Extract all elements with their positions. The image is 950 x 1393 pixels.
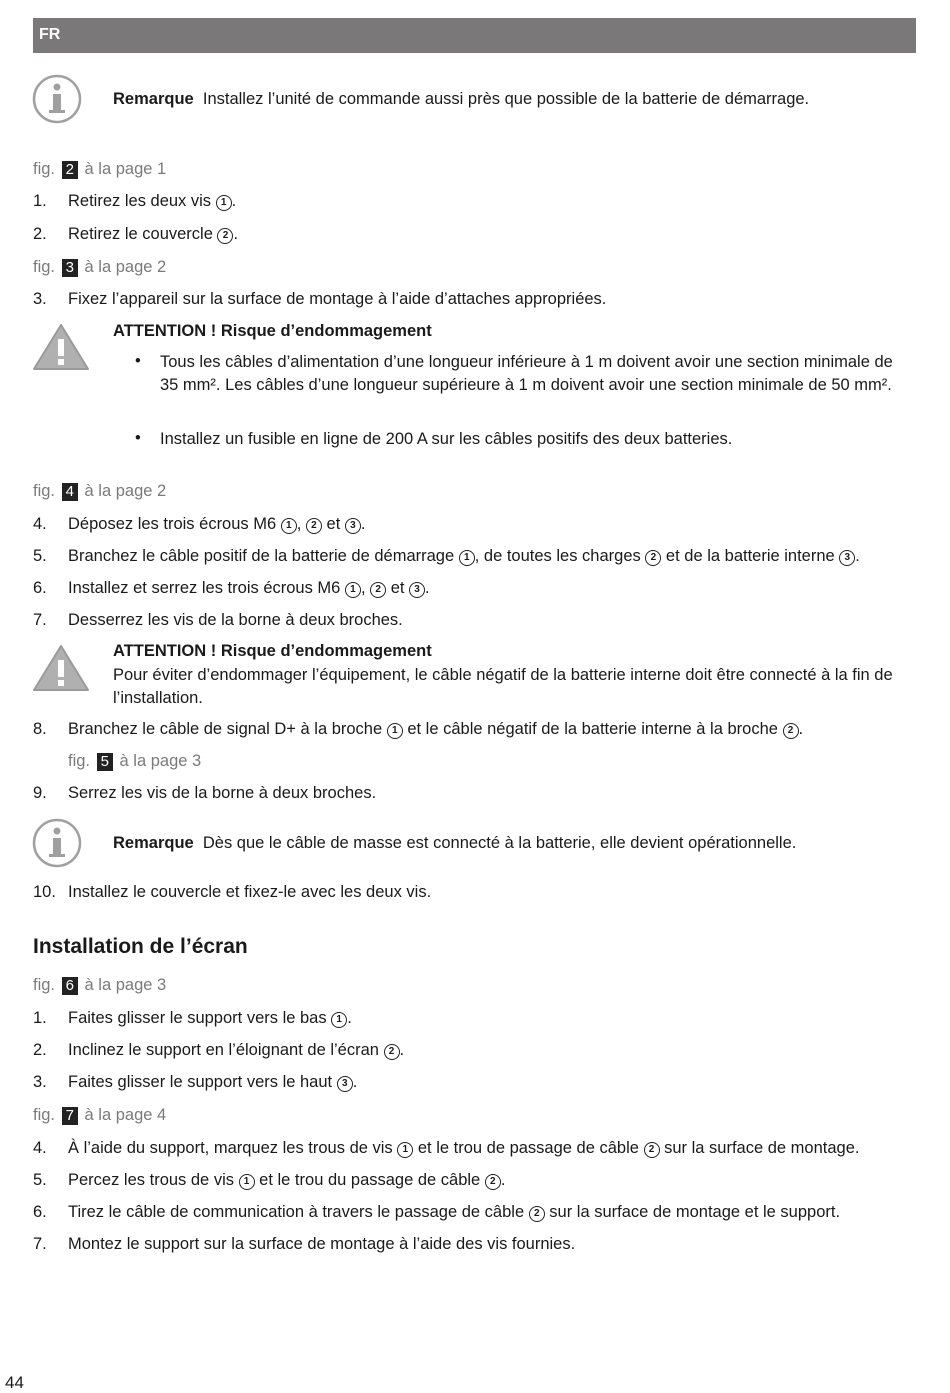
step-number: 5. [33, 547, 47, 565]
callout-number: 2 [384, 1044, 400, 1060]
figure-reference: fig. 3 à la page 2 [33, 258, 167, 276]
step-number: 9. [33, 784, 47, 802]
figure-reference: fig. 6 à la page 3 [33, 976, 167, 994]
step-text: Serrez les vis de la borne à deux broches. [68, 784, 377, 802]
step-text: Percez les trous de vis 1 et le trou du passage de câble 2 . [68, 1171, 506, 1189]
step-text: À l’aide du support, marquez les trous de vis 1 et le trou de passage de câble 2 sur la surface de montage. [68, 1139, 860, 1157]
page-number: 44 [5, 1373, 24, 1392]
callout-number: 2 [217, 228, 233, 244]
fig-prefix: fig. [33, 160, 56, 178]
step-text: Fixez l’appareil sur la surface de montage à l’aide d’attaches appropriées. [68, 290, 607, 308]
bullet: • [135, 429, 141, 447]
callout-number: 3 [345, 518, 361, 534]
note-remarque [113, 88, 908, 111]
figure-reference: fig. 4 à la page 2 [33, 482, 167, 500]
callout-number: 1 [345, 582, 361, 598]
step-number: 6. [33, 1203, 47, 1221]
language-label: FR [39, 26, 61, 43]
warning-bullet-text: Tous les câbles d’alimentation d’une longueur inférieure à 1 m doivent avoir une section minimale de 35 mm². Les câbles d’une longueur supérieure à 1 m doivent avoir une section minimale de 50 mm². [160, 353, 893, 394]
callout-number: 3 [409, 582, 425, 598]
language-header-bar [33, 18, 916, 53]
fig-number-badge: 7 [62, 1107, 78, 1125]
warning-title: ATTENTION ! Risque d’endommagement [113, 322, 432, 340]
step-text: Faites glisser le support vers le bas 1 . [68, 1009, 352, 1027]
callout-number: 1 [281, 518, 297, 534]
step-text: Branchez le câble positif de la batterie de démarrage 1 , de toutes les charges 2 et de la batterie interne 3 . [68, 547, 860, 565]
step-number: 7. [33, 611, 47, 629]
step-number: 7. [33, 1235, 47, 1253]
step-number: 10. [33, 883, 56, 901]
step-text: Faites glisser le support vers le haut 3 . [68, 1073, 358, 1091]
section-heading: Installation de l’écran [33, 935, 248, 958]
step-number: 4. [33, 1139, 47, 1157]
step-text: Branchez le câble de signal D+ à la broche 1 et le câble négatif de la batterie interne à la broche 2 . [68, 720, 804, 738]
info-icon [32, 74, 82, 124]
fig-number-badge: 3 [62, 259, 78, 277]
step-text: Installez et serrez les trois écrous M6 1 , 2 et 3 . [68, 579, 430, 597]
callout-number: 1 [216, 195, 232, 211]
step-text: Inclinez le support en l’éloignant de l’écran 2 . [68, 1041, 405, 1059]
callout-number: 2 [485, 1174, 501, 1190]
bullet: • [135, 352, 141, 370]
step-number: 1. [33, 192, 47, 210]
callout-number: 3 [839, 550, 855, 566]
fig-page: à la page 1 [84, 160, 167, 178]
step-number: 2. [33, 1041, 47, 1059]
callout-number: 1 [387, 723, 403, 739]
note-label: Remarque [113, 90, 194, 108]
figure-reference: fig. 5 à la page 3 [68, 752, 202, 770]
step-number: 3. [33, 290, 47, 308]
warning-title: ATTENTION ! Risque d’endommagement [113, 642, 432, 660]
note-remarque [113, 832, 908, 855]
callout-number: 2 [529, 1206, 545, 1222]
callout-number: 2 [306, 518, 322, 534]
figure-reference: fig. 7 à la page 4 [33, 1106, 167, 1124]
step-number: 8. [33, 720, 47, 738]
fig-number-badge: 4 [62, 483, 78, 501]
callout-number: 1 [331, 1012, 347, 1028]
note-label: Remarque [113, 834, 194, 852]
note-text: Dès que le câble de masse est connecté à la batterie, elle devient opérationnelle. [202, 834, 797, 852]
warning-bullet-text: Installez un fusible en ligne de 200 A sur les câbles positifs des deux batteries. [160, 430, 733, 448]
callout-number: 1 [459, 550, 475, 566]
fig-number-badge: 6 [62, 977, 78, 995]
callout-number: 1 [239, 1174, 255, 1190]
info-icon [32, 818, 82, 868]
warning-icon [32, 643, 90, 693]
step-text: Installez le couvercle et fixez-le avec les deux vis. [68, 883, 432, 901]
callout-number: 2 [644, 1142, 660, 1158]
figure-reference [33, 160, 166, 179]
step-text: Déposez les trois écrous M6 1 , 2 et 3 . [68, 515, 366, 533]
callout-number: 2 [783, 723, 799, 739]
callout-number: 1 [397, 1142, 413, 1158]
step-number: 1. [33, 1009, 47, 1027]
step-text: Retirez les deux vis 1 . [68, 192, 237, 210]
step-text: Tirez le câble de communication à travers le passage de câble 2 sur la surface de montage et le support. [68, 1203, 841, 1221]
step-number: 5. [33, 1171, 47, 1189]
warning-icon [32, 322, 90, 372]
step-number: 6. [33, 579, 47, 597]
callout-number: 3 [337, 1076, 353, 1092]
step-text: Montez le support sur la surface de montage à l’aide des vis fournies. [68, 1235, 576, 1253]
step-text: Desserrez les vis de la borne à deux broches. [68, 611, 403, 629]
step-number: 2. [33, 225, 47, 243]
warning-text: Pour éviter d’endommager l’équipement, le câble négatif de la batterie interne doit être connecté à la fin de l’installation. [113, 666, 893, 707]
note-text: Installez l’unité de commande aussi près que possible de la batterie de démarrage. [202, 90, 810, 108]
callout-number: 2 [370, 582, 386, 598]
callout-number: 2 [645, 550, 661, 566]
fig-number-badge: 2 [62, 161, 78, 179]
step-text: Retirez le couvercle 2 . [68, 225, 239, 243]
step-number: 4. [33, 515, 47, 533]
step-number: 3. [33, 1073, 47, 1091]
fig-number-badge: 5 [97, 753, 113, 771]
